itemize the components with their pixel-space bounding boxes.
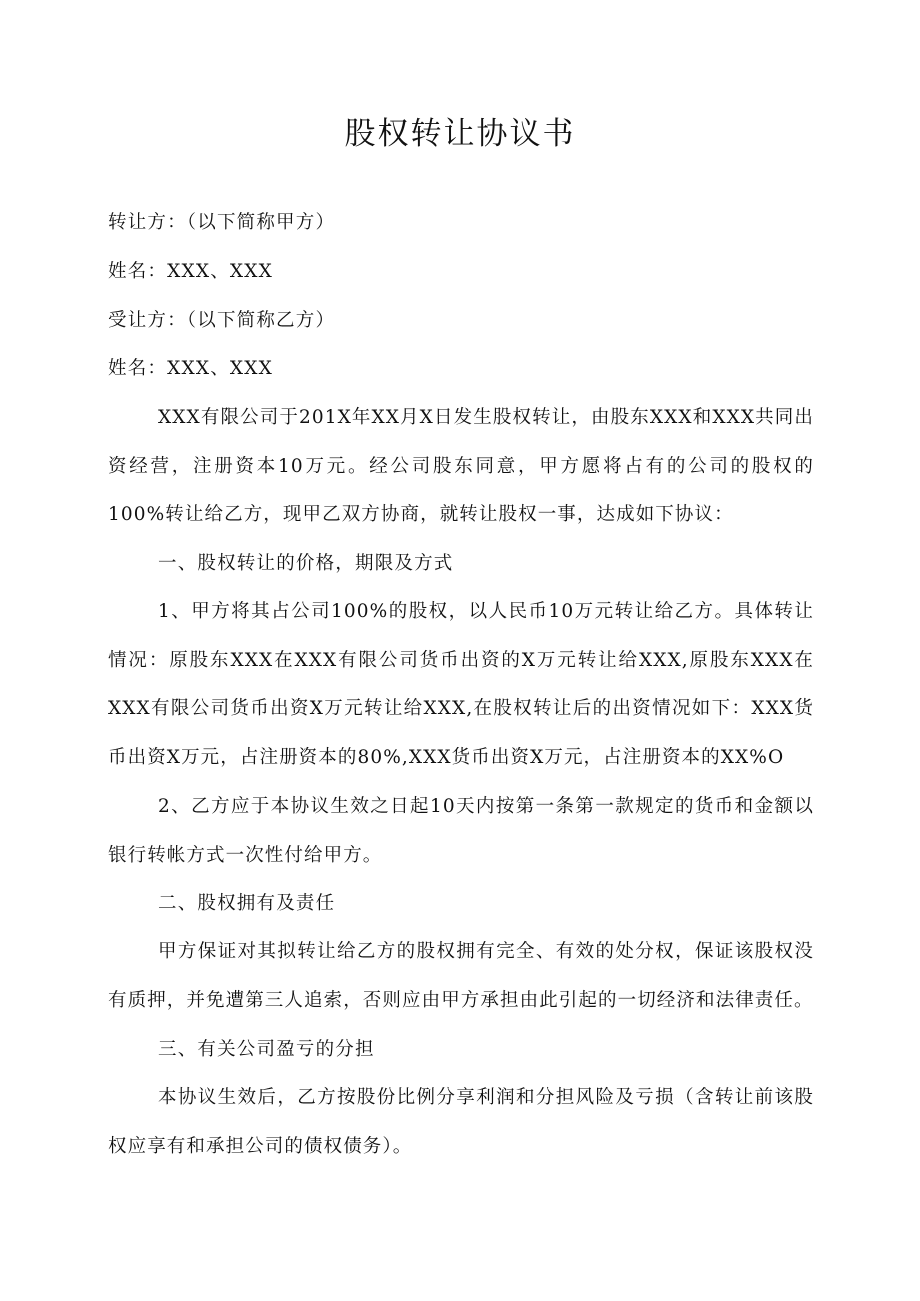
section2-heading: 二、股权拥有及责任 bbox=[158, 893, 336, 914]
section3-heading: 三、有关公司盈亏的分担 bbox=[158, 1039, 375, 1060]
section1-item2: 2、乙方应于本协议生效之日起10天内按第一条第一款规定的货币和金额以银行转帐方式一次性付给甲方。 bbox=[108, 796, 814, 866]
section2-body: 甲方保证对其拟转让给乙方的股权拥有完全、有效的处分权，保证该股权没有质押，并免遭第三人追索，否则应由甲方承担由此引起的一切经济和法律责任。 bbox=[108, 941, 814, 1011]
section1-heading: 一、股权转让的价格，期限及方式 bbox=[158, 553, 454, 574]
section1-item1: 1、甲方将其占公司100%的股权，以人民币10万元转让给乙方。具体转让情况：原股东XXX在XXX有限公司货币出资的X万元转让给XXX,原股东XXX在XXX有限公司货币出资X万元转让给XXX,在股权转让后的出资情况如下：XXX货币出资X万元，占注册资本的80%,XXX货币出资X万元，占注册资本的XX%O bbox=[108, 601, 814, 768]
document-title: 股权转让协议书 bbox=[344, 116, 576, 152]
transferor-names: 姓名：XXX、XXX bbox=[108, 261, 274, 282]
section3-body: 本协议生效后，乙方按股份比例分享利润和分担风险及亏损（含转让前该股权应享有和承担公司的债权债务）。 bbox=[108, 1087, 814, 1157]
intro-paragraph: XXX有限公司于201X年XX月X日发生股权转让，由股东XXX和XXX共同出资经营，注册资本10万元。经公司股东同意，甲方愿将占有的公司的股权的100%转让给乙方，现甲乙双方协商，就转让股权一事，达成如下协议： bbox=[108, 407, 814, 525]
transferee-label: 受让方：（以下简称乙方） bbox=[108, 310, 336, 331]
transferor-label: 转让方：（以下简称甲方） bbox=[108, 212, 336, 233]
transferee-names: 姓名：XXX、XXX bbox=[108, 358, 274, 379]
